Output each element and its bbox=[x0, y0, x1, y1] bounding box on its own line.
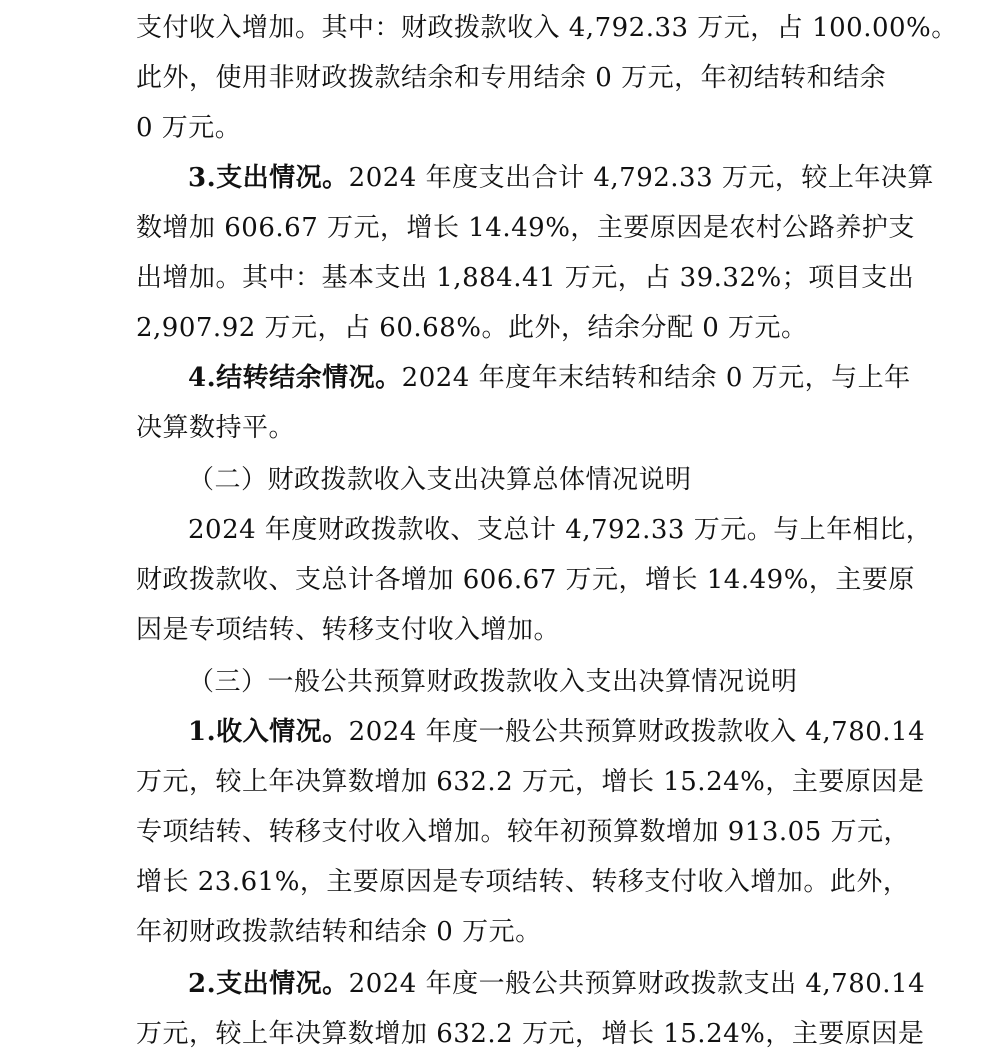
section-heading-label: 4.结转结余情况。 bbox=[188, 363, 402, 393]
paragraph-line bbox=[136, 812, 911, 852]
paragraph-line bbox=[188, 358, 911, 398]
paragraph-text: 支付收入增加。其中：财政拨款收入 4,792.33 万元，占 100.00%。 bbox=[136, 13, 958, 43]
paragraph-line bbox=[136, 208, 915, 248]
paragraph-text: （二）财政拨款收入支出决算总体情况说明 bbox=[188, 465, 692, 495]
paragraph-text: 2,907.92 万元，占 60.68%。此外，结余分配 0 万元。 bbox=[136, 313, 808, 343]
section-heading-label: 2.支出情况。 bbox=[188, 969, 349, 999]
paragraph-line bbox=[136, 912, 542, 952]
paragraph-text: 增长 23.61%，主要原因是专项结转、转移支付收入增加。此外， bbox=[136, 867, 910, 897]
paragraph-text: 此外，使用非财政拨款结余和专用结余 0 万元，年初结转和结余 bbox=[136, 63, 887, 93]
paragraph-text: 万元，较上年决算数增加 632.2 万元，增长 15.24%，主要原因是 bbox=[136, 1019, 925, 1049]
paragraph-text: 2024 年度一般公共预算财政拨款收入 4,780.14 bbox=[348, 717, 926, 747]
paragraph-text: 0 万元。 bbox=[136, 113, 242, 143]
paragraph-text: 年初财政拨款结转和结余 0 万元。 bbox=[136, 917, 542, 947]
paragraph-line bbox=[136, 862, 910, 902]
section-heading-label: 1.收入情况。 bbox=[188, 717, 349, 747]
paragraph-line bbox=[136, 610, 560, 650]
paragraph-text: （三）一般公共预算财政拨款收入支出决算情况说明 bbox=[188, 667, 798, 697]
paragraph-line bbox=[136, 408, 295, 448]
paragraph-line bbox=[136, 258, 915, 298]
paragraph-line bbox=[188, 964, 925, 1004]
paragraph-text: 2024 年度一般公共预算财政拨款支出 4,780.14 bbox=[348, 969, 926, 999]
paragraph-text: 2024 年度支出合计 4,792.33 万元，较上年决算 bbox=[348, 163, 934, 193]
paragraph-line bbox=[188, 510, 932, 550]
paragraph-line bbox=[188, 712, 925, 752]
paragraph-text: 万元，较上年决算数增加 632.2 万元，增长 15.24%，主要原因是 bbox=[136, 767, 925, 797]
paragraph-line bbox=[136, 560, 915, 600]
section-heading-label: 3.支出情况。 bbox=[188, 163, 349, 193]
paragraph-text: 2024 年度年末结转和结余 0 万元，与上年 bbox=[401, 363, 911, 393]
paragraph-line bbox=[188, 158, 934, 198]
paragraph-line bbox=[136, 1014, 925, 1054]
paragraph-text: 专项结转、转移支付收入增加。较年初预算数增加 913.05 万元， bbox=[136, 817, 911, 847]
paragraph-line bbox=[188, 460, 692, 500]
paragraph-text: 财政拨款收、支总计各增加 606.67 万元，增长 14.49%，主要原 bbox=[136, 565, 915, 595]
paragraph-line bbox=[136, 308, 808, 348]
paragraph-line bbox=[136, 8, 958, 48]
paragraph-line bbox=[136, 762, 925, 802]
paragraph-line bbox=[188, 662, 798, 702]
paragraph-text: 决算数持平。 bbox=[136, 413, 296, 443]
paragraph-line bbox=[136, 108, 241, 148]
paragraph-text: 2024 年度财政拨款收、支总计 4,792.33 万元。与上年相比， bbox=[188, 515, 933, 545]
paragraph-text: 出增加。其中：基本支出 1,884.41 万元，占 39.32%；项目支出 bbox=[136, 263, 915, 293]
paragraph-text: 因是专项结转、转移支付收入增加。 bbox=[136, 615, 561, 645]
paragraph-text: 数增加 606.67 万元，增长 14.49%，主要原因是农村公路养护支 bbox=[136, 213, 915, 243]
paragraph-line bbox=[136, 58, 887, 98]
